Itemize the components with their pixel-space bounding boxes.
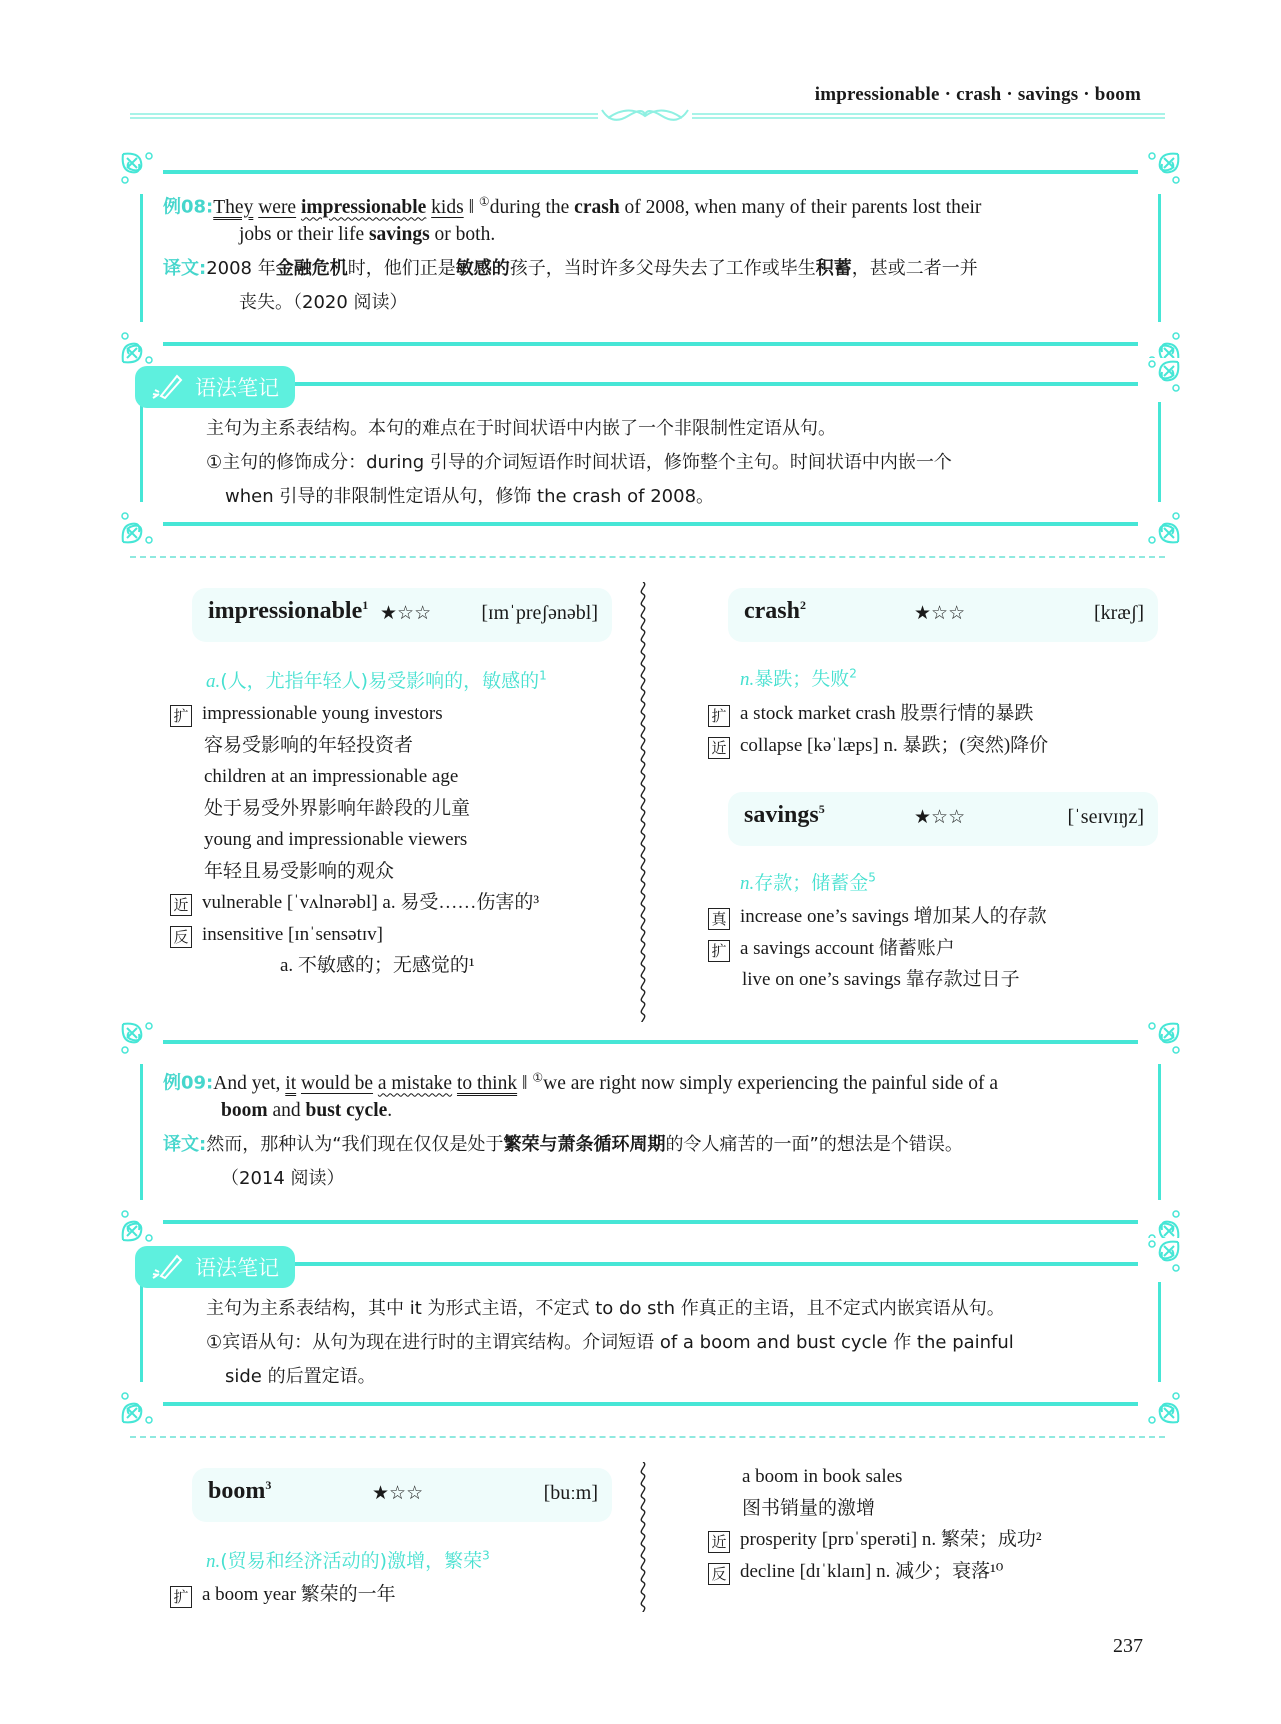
example-08-zh-line-1: 译文:2008 年金融危机时，他们正是敏感的孩子，当时许多父母失去了工作或毕生积蓄，甚或二者一并 <box>163 258 978 279</box>
word-card-boom: boom$^3$ ★☆☆ [buːm] <box>192 1468 612 1522</box>
tag-扩-icon: 扩 <box>708 940 730 962</box>
corner-ornament-icon <box>119 1382 163 1426</box>
grammar-note-tag: 语法笔记 <box>135 1246 295 1288</box>
star-rating: ★☆☆ <box>380 602 432 624</box>
usage-line: live on one’s savings 靠存款过日子 <box>742 969 1020 990</box>
usage-line: 容易受影响的年轻投资者 <box>204 734 414 756</box>
definition-boom: n.(贸易和经济活动的)激增，繁荣$^3$ <box>206 1548 490 1572</box>
usage-line: 近 prosperity [prɒˈsperəti] n. 繁荣；成功² <box>708 1523 1042 1557</box>
definition-crash: n.暴跌；失败$^2$ <box>740 666 857 690</box>
corner-ornament-icon <box>1138 1238 1182 1282</box>
corner-ornament-icon <box>1138 358 1182 402</box>
wavy-separator-icon <box>637 582 649 1022</box>
translation-label: 译文: <box>163 258 207 279</box>
definition-impressionable: a.(人，尤指年轻人)易受影响的，敏感的$^1$ <box>206 668 547 692</box>
phonetic: [ɪmˈpreʃənəbl] <box>481 602 598 624</box>
usage-line: 反 insensitive [ɪnˈsensətɪv] <box>170 918 383 952</box>
page-number: 237 <box>1113 1635 1143 1657</box>
corner-ornament-icon <box>119 502 163 546</box>
word-card-crash: crash$^2$ ★☆☆ [kræʃ] <box>728 588 1158 642</box>
definition-savings: n.存款；储蓄金$^5$ <box>740 870 876 894</box>
example-09-en-line-1: 例09:And yet, it would be a mistake to think ‖ ①we are right now simply experiencing the painful side of a <box>163 1070 998 1094</box>
phonetic: [buːm] <box>543 1482 598 1504</box>
usage-line: a. 不敏感的；无感觉的¹ <box>280 955 475 976</box>
usage-line: 近 collapse [kəˈlæps] n. 暴跌；(突然)降价 <box>708 729 1048 763</box>
headword: boom <box>208 1478 266 1504</box>
usage-line: a boom in book sales <box>742 1466 903 1487</box>
tag-近-icon: 近 <box>708 1531 730 1553</box>
example-09-en-line-2: boom and bust cycle. <box>221 1100 393 1121</box>
translation-label: 译文: <box>163 1134 207 1155</box>
phonetic: [ˈseɪvɪŋz] <box>1067 806 1144 828</box>
word-card-savings: savings$^5$ ★☆☆ [ˈseɪvɪŋz] <box>728 792 1158 846</box>
section-divider <box>130 556 1165 558</box>
usage-line: 图书销量的激增 <box>742 1497 876 1519</box>
usage-line: 扩 a savings account 储蓄账户 <box>708 932 955 966</box>
corner-ornament-icon <box>119 322 163 366</box>
pen-icon <box>151 1252 185 1282</box>
grammar-note-box-1 <box>140 376 1161 526</box>
usage-line: 扩 a boom year 繁荣的一年 <box>170 1578 396 1612</box>
corner-ornament-icon <box>1138 150 1182 194</box>
usage-line: 处于易受外界影响年龄段的儿童 <box>204 797 471 819</box>
example-08-en-line-1: 例08:They were impressionable kids ‖ ①during the crash of 2008, when many of their parents lost their <box>163 194 982 218</box>
usage-line: 反 decline [dɪˈklaɪn] n. 减少；衰落¹⁰ <box>708 1555 1003 1589</box>
grammar-note-line: 主句为主系表结构。本句的难点在于时间状语中内嵌了一个非限制性定语从句。 <box>206 418 836 439</box>
grammar-note-line: 主句为主系表结构，其中 it 为形式主语，不定式 to do sth 作真正的主语，且不定式内嵌宾语从句。 <box>206 1298 1005 1319</box>
corner-ornament-icon <box>1138 1020 1182 1064</box>
star-rating: ★☆☆ <box>914 602 966 624</box>
tag-反-icon: 反 <box>708 1563 730 1585</box>
tag-真-icon: 真 <box>708 908 730 930</box>
headword: crash <box>744 598 800 624</box>
grammar-note-line: side 的后置定语。 <box>225 1366 376 1387</box>
example-09-zh-line-2: （2014 阅读） <box>221 1168 345 1189</box>
usage-line: 年轻且易受影响的观众 <box>204 860 395 882</box>
word-card-impressionable: impressionable$^1$ ★☆☆ [ɪmˈpreʃənəbl] <box>192 588 612 642</box>
headword: impressionable <box>208 598 363 624</box>
corner-ornament-icon <box>119 150 163 194</box>
phonetic: [kræʃ] <box>1094 602 1144 624</box>
pen-icon <box>151 372 185 402</box>
example-09-zh-line-1: 译文:然而，那种认为“我们现在仅仅是处于繁荣与萧条循环周期的令人痛苦的一面”的想法是个错误。 <box>163 1134 963 1155</box>
example-label: 例09: <box>163 1072 214 1094</box>
grammar-note-box-2 <box>140 1256 1161 1406</box>
grammar-note-line: ①宾语从句：从句为现在进行时的主谓宾结构。介词短语 of a boom and bust cycle 作 the painful <box>206 1332 1014 1353</box>
usage-line: 扩 a stock market crash 股票行情的暴跌 <box>708 697 1033 731</box>
header-ornament-icon <box>598 104 692 126</box>
usage-line: 扩 impressionable young investors <box>170 697 443 731</box>
running-head: impressionable · crash · savings · boom <box>814 84 1141 105</box>
corner-ornament-icon <box>119 1020 163 1064</box>
usage-line: 近 vulnerable [ˈvʌlnərəbl] a. 易受……伤害的³ <box>170 886 539 920</box>
wavy-separator-icon <box>637 1462 649 1612</box>
corner-ornament-icon <box>119 1200 163 1244</box>
example-08-en-line-2: jobs or their life savings or both. <box>239 224 496 245</box>
grammar-note-line: when 引导的非限制性定语从句，修饰 the crash of 2008。 <box>225 486 715 507</box>
tag-反-icon: 反 <box>170 926 192 948</box>
headword: savings <box>744 802 819 828</box>
corner-ornament-icon <box>1138 502 1182 546</box>
tag-扩-icon: 扩 <box>170 1586 192 1608</box>
section-divider <box>130 1436 1165 1438</box>
usage-line: children at an impressionable age <box>204 766 459 787</box>
example-box-08 <box>140 170 1161 346</box>
example-box-09 <box>140 1040 1161 1224</box>
tag-扩-icon: 扩 <box>708 705 730 727</box>
tag-近-icon: 近 <box>708 737 730 759</box>
star-rating: ★☆☆ <box>914 806 966 828</box>
star-rating: ★☆☆ <box>372 1482 424 1504</box>
example-08-zh-line-2: 丧失。（2020 阅读） <box>239 292 408 313</box>
tag-扩-icon: 扩 <box>170 705 192 727</box>
example-label: 例08: <box>163 196 214 218</box>
tag-近-icon: 近 <box>170 894 192 916</box>
usage-line: young and impressionable viewers <box>204 829 468 850</box>
grammar-note-line: ①主句的修饰成分：during 引导的介词短语作时间状语，修饰整个主句。时间状语中内嵌一个 <box>206 452 952 473</box>
corner-ornament-icon <box>1138 1382 1182 1426</box>
grammar-note-tag: 语法笔记 <box>135 366 295 408</box>
usage-line: 真 increase one’s savings 增加某人的存款 <box>708 900 1047 934</box>
